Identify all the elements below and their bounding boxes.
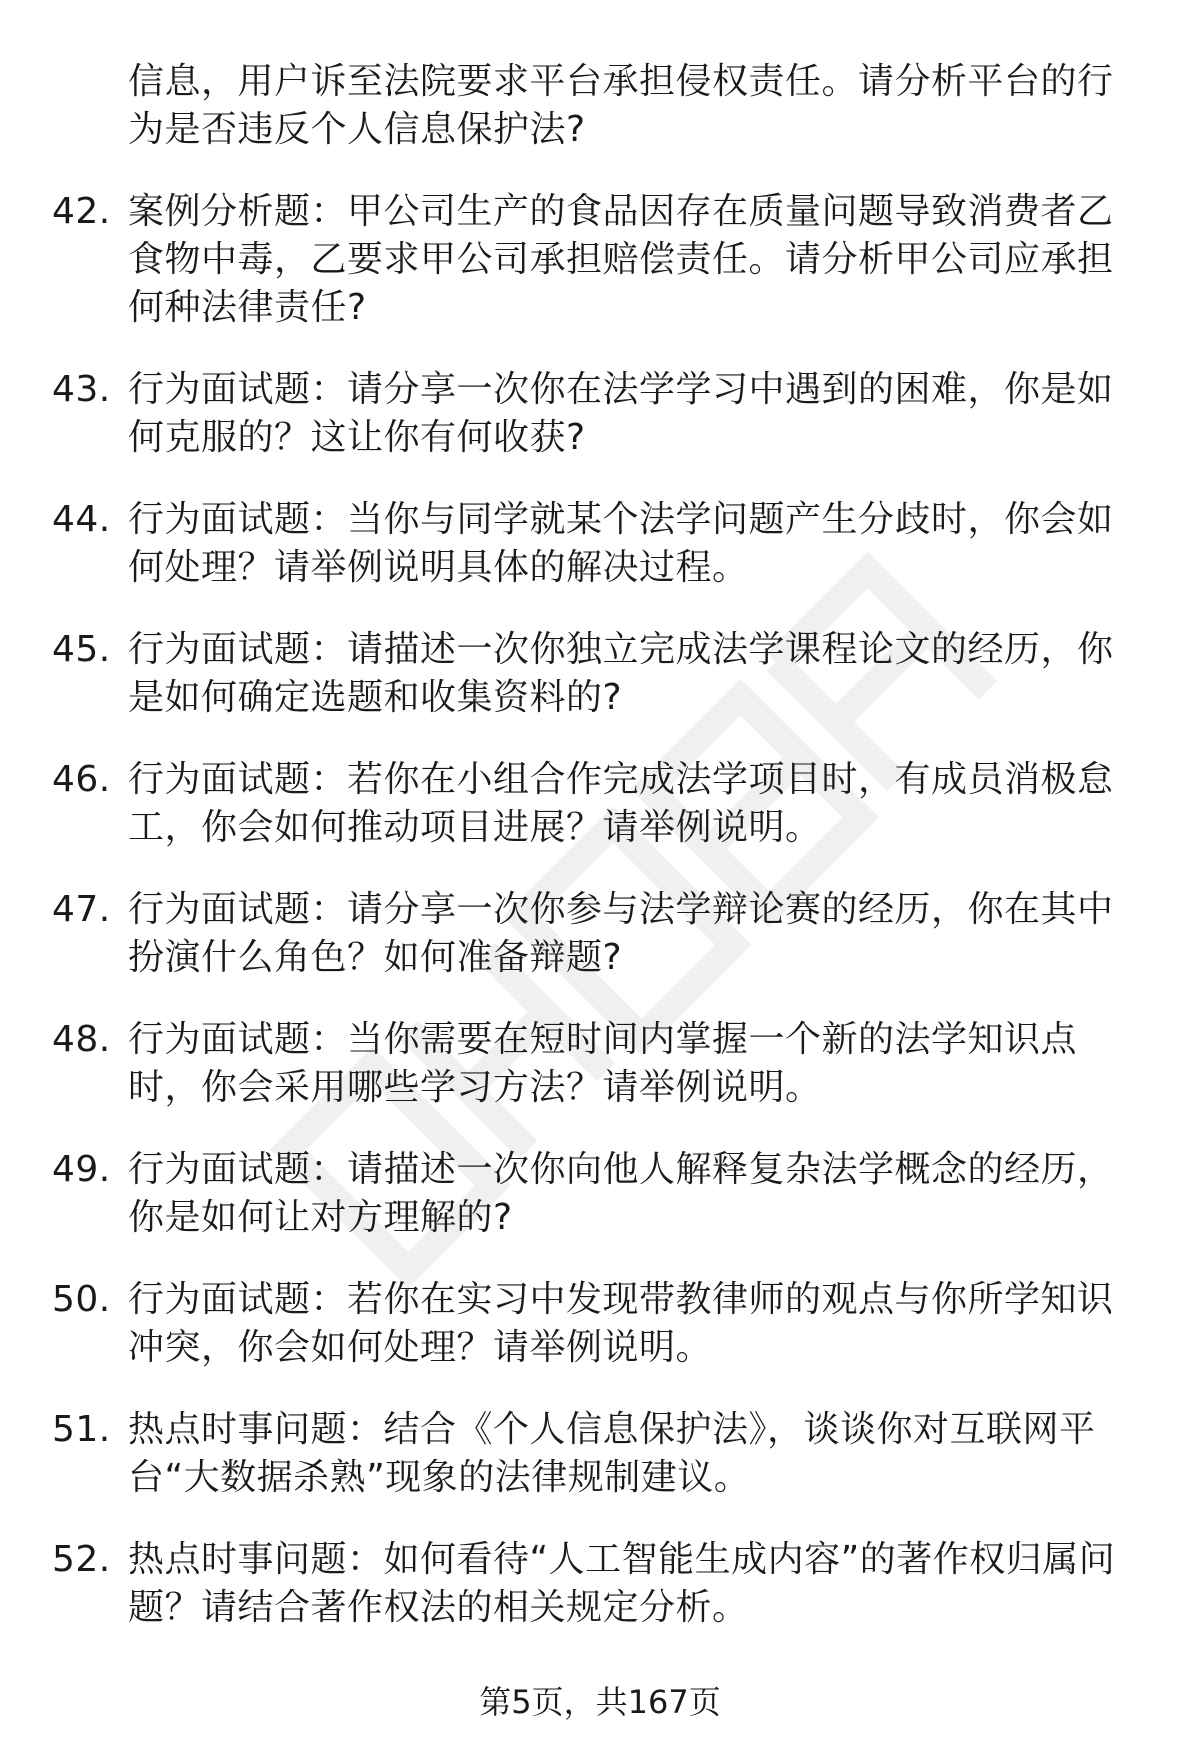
list-item — [0, 1406, 1200, 1502]
list-item — [0, 756, 1200, 852]
item-text: 行为面试题：请描述一次你向他人解释复杂法学概念的经历，你是如何让对方理解的? — [128, 1149, 1114, 1238]
item-number: 43. — [52, 369, 111, 410]
list-item — [0, 496, 1200, 592]
list-item — [0, 1536, 1200, 1632]
continued-paragraph — [0, 58, 1200, 154]
item-number: 52. — [52, 1539, 111, 1580]
list-item — [0, 188, 1200, 332]
page-footer: 第5页，共167页 — [479, 1683, 721, 1721]
list-item — [0, 1146, 1200, 1242]
item-text: 行为面试题：若你在实习中发现带教律师的观点与你所学知识冲突，你会如何处理？请举例说明。 — [128, 1279, 1114, 1368]
item-number: 42. — [52, 191, 111, 232]
item-text: 行为面试题：若你在小组合作完成法学项目时，有成员消极怠工，你会如何推动项目进展？请举例说明。 — [128, 759, 1114, 848]
item-text: 行为面试题：当你与同学就某个法学问题产生分歧时，你会如何处理？请举例说明具体的解决过程。 — [128, 499, 1114, 588]
item-number: 45. — [52, 629, 111, 670]
item-number: 47. — [52, 889, 111, 930]
list-item — [0, 626, 1200, 722]
item-text: 行为面试题：请分享一次你参与法学辩论赛的经历，你在其中扮演什么角色？如何准备辩题? — [128, 889, 1114, 978]
item-number: 50. — [52, 1279, 111, 1320]
list-item — [0, 1016, 1200, 1112]
item-number: 48. — [52, 1019, 111, 1060]
item-text: 行为面试题：请描述一次你独立完成法学课程论文的经历，你是如何确定选题和收集资料的? — [128, 629, 1114, 718]
list-item — [0, 1276, 1200, 1372]
question-list — [0, 58, 1200, 1632]
item-text: 行为面试题：当你需要在短时间内掌握一个新的法学知识点时，你会采用哪些学习方法？请举例说明。 — [128, 1019, 1078, 1108]
item-number: 46. — [52, 759, 111, 800]
item-number: 49. — [52, 1149, 111, 1190]
list-item — [0, 886, 1200, 982]
item-text: 行为面试题：请分享一次你在法学学习中遇到的困难，你是如何克服的？这让你有何收获? — [128, 369, 1114, 458]
list-item — [0, 366, 1200, 462]
item-text: 案例分析题：甲公司生产的食品因存在质量问题导致消费者乙食物中毒，乙要求甲公司承担赔偿责任。请分析甲公司应承担何种法律责任? — [128, 191, 1114, 328]
item-number: 44. — [52, 499, 111, 540]
item-text: 热点时事问题：结合《个人信息保护法》，谈谈你对互联网平台“大数据杀熟”现象的法律规制建议。 — [128, 1409, 1096, 1498]
item-number: 51. — [52, 1409, 111, 1450]
paragraph-text: 信息，用户诉至法院要求平台承担侵权责任。请分析平台的行为是否违反个人信息保护法? — [128, 61, 1114, 150]
item-text: 热点时事问题：如何看待“人工智能生成内容”的著作权归属问题？请结合著作权法的相关规定分析。 — [128, 1539, 1116, 1628]
